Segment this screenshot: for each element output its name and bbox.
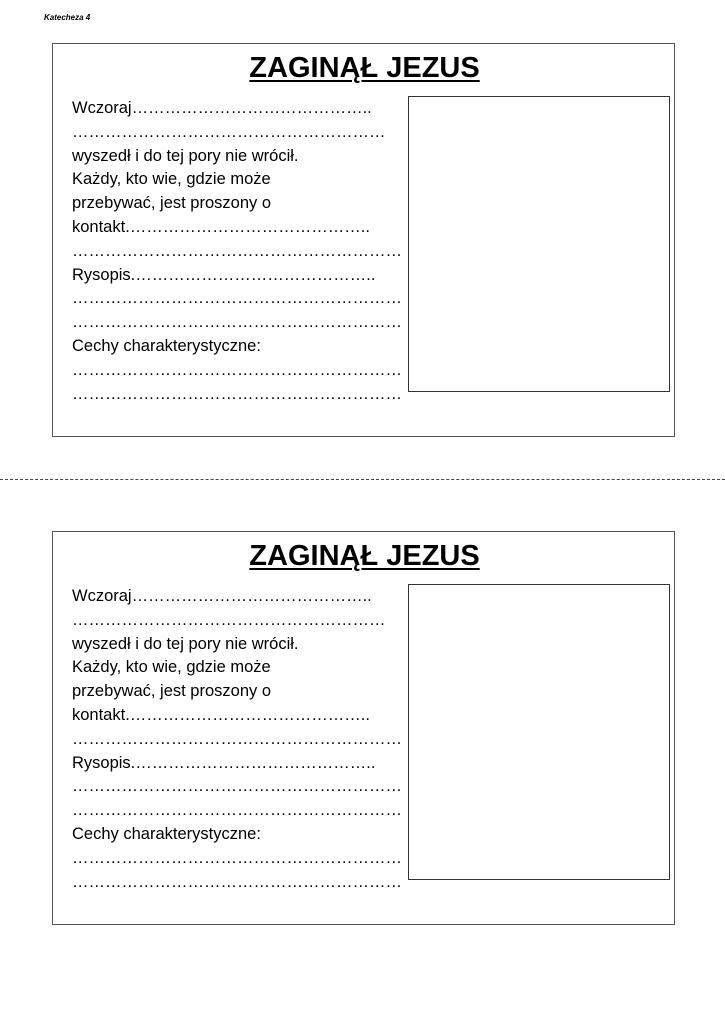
poster-line: kontakt.…………………………………….. <box>72 705 370 724</box>
poster-line: ………………………………………………… <box>72 122 386 141</box>
poster-line: …………………………………………………… <box>72 872 402 891</box>
poster-line: …………………………………………………… <box>72 289 402 308</box>
poster-line: Cechy charakterystyczne: <box>72 336 261 355</box>
poster-line: …………………………………………………… <box>72 241 402 260</box>
dashed-cut-line <box>0 479 725 480</box>
poster-line: Każdy, kto wie, gdzie może <box>72 170 271 189</box>
photo-placeholder-box <box>408 96 670 392</box>
poster-line: …………………………………………………… <box>72 729 402 748</box>
poster-line: …………………………………………………… <box>72 360 402 379</box>
missing-poster-card-2 <box>52 531 675 925</box>
document-header-label: Katecheza 4 <box>44 13 91 22</box>
poster-text <box>72 97 412 406</box>
poster-line: Wczoraj…………………………………….. <box>72 99 372 117</box>
photo-placeholder-box <box>408 584 670 880</box>
poster-line: …………………………………………………… <box>72 384 402 403</box>
poster-line: …………………………………………………… <box>72 777 402 796</box>
poster-line: ………………………………………………… <box>72 610 386 629</box>
poster-line: kontakt.…………………………………….. <box>72 217 370 236</box>
poster-line: przebywać, jest proszony o <box>72 682 272 701</box>
poster-line: Rysopis.…………………………………….. <box>72 265 376 284</box>
poster-title: ZAGINĄŁ JEZUS <box>249 540 480 572</box>
poster-line: wyszedł i do tej pory nie wrócił. <box>72 146 299 165</box>
poster-line: wyszedł i do tej pory nie wrócił. <box>72 634 299 653</box>
poster-line: …………………………………………………… <box>72 313 402 332</box>
poster-line: Rysopis.…………………………………….. <box>72 753 376 772</box>
poster-line: …………………………………………………… <box>72 801 402 820</box>
poster-line: Wczoraj…………………………………….. <box>72 587 372 605</box>
poster-line: Cechy charakterystyczne: <box>72 824 261 843</box>
poster-text <box>72 585 412 894</box>
poster-line: …………………………………………………… <box>72 848 402 867</box>
poster-line: Każdy, kto wie, gdzie może <box>72 658 271 677</box>
poster-title: ZAGINĄŁ JEZUS <box>249 52 480 84</box>
missing-poster-card-1 <box>52 43 675 437</box>
poster-line: przebywać, jest proszony o <box>72 194 272 213</box>
